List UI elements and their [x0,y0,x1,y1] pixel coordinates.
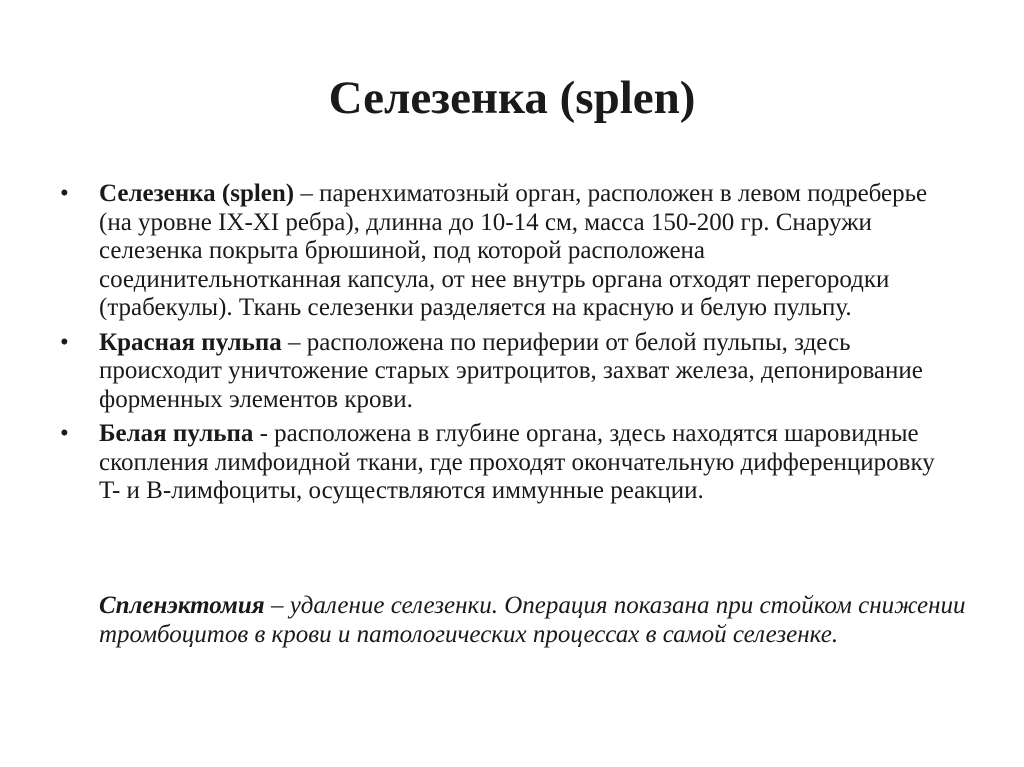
bullet-icon: • [60,328,69,356]
bullet-term: Белая пульпа [99,420,254,447]
bullet-item-white-pulp [60,420,940,506]
bullet-icon: • [60,180,69,207]
bullet-list [60,180,940,512]
bullet-item-red-pulp [60,329,940,415]
bullet-item-spleen [60,180,940,323]
bullet-term: Селезенка (splen) [99,180,295,207]
note-term: Спленэктомия [99,592,265,619]
bullet-text: – паренхиматозный орган, расположен в левом подреберье (на уровне IX-XI ребра), длинна до 10-14 см, масса 150-200 гр. Снаружи селезенка покрыта брюшиной, под которой расположена соединительнотканная капсула, от нее внутрь органа отходят перегородки (трабекулы). Ткань селезенки разделяется на красную и белую пульпу. [99,180,928,321]
bullet-text: - расположена в глубине органа, здесь находятся шаровидные скопления лимфоидной ткани, где проходят окончательную дифференцировку T- и B-лимфоциты, осуществляются иммунные реакции. [99,420,935,504]
note-text: – удаление селезенки. Операция показана при стойком снижении тромбоцитов в крови и патологических процессах в самой селезенке. [99,592,966,648]
slide-title: Селезенка (splen) [328,72,696,124]
bullet-term: Красная пульпа [99,328,282,356]
splenectomy-note [99,592,979,649]
bullet-text: – расположена по периферии от белой пульпы, здесь происходит уничтожение старых эритроцитов, захват железа, депонирование форменных элементов крови. [99,328,923,413]
bullet-icon: • [60,420,69,447]
